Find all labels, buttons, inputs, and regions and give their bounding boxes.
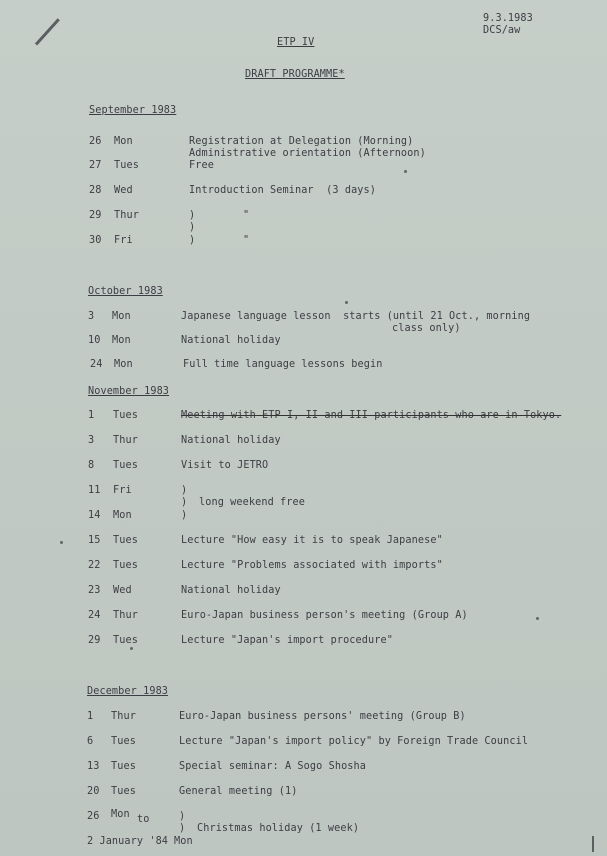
entry-day: 26: [89, 136, 102, 147]
entry-day: 27: [89, 160, 102, 171]
document-title: ETP IV: [277, 37, 315, 48]
entry-day: 6: [87, 736, 94, 747]
bracket-mark: ): [189, 210, 196, 221]
ditto-mark: ": [243, 235, 250, 246]
bracket-mark: ): [181, 510, 188, 521]
entry-weekday: Fri: [114, 235, 133, 246]
entry-day: 14: [88, 510, 101, 521]
struck-entry-description: Meeting with ETP I, II and III participants who are in Tokyo.: [181, 410, 562, 421]
bracket-mark: ): [181, 497, 188, 508]
edge-mark: [592, 836, 594, 852]
entry-day: 11: [88, 485, 101, 496]
speck: [130, 647, 133, 650]
entry-day: 1: [87, 711, 94, 722]
entry-day: 13: [87, 761, 100, 772]
section-heading-november: November 1983: [88, 386, 170, 397]
entry-day: 3: [88, 435, 95, 446]
entry-day: 1: [88, 410, 95, 421]
entry-description: National holiday: [181, 335, 281, 346]
entry-day: 30: [89, 235, 102, 246]
entry-weekday: Mon: [114, 359, 133, 370]
entry-weekday: Tues: [111, 786, 136, 797]
entry-day: 29: [89, 210, 102, 221]
document-date: 9.3.1983: [483, 13, 533, 24]
entry-weekday: Tues: [111, 736, 136, 747]
entry-weekday: Thur: [111, 711, 136, 722]
entry-description: Full time language lessons begin: [183, 359, 383, 370]
document-subtitle: DRAFT PROGRAMME*: [245, 69, 345, 80]
entry-description: Registration at Delegation (Morning): [189, 136, 414, 147]
entry-weekday: Thur: [113, 435, 138, 446]
entry-description: General meeting (1): [179, 786, 298, 797]
entry-weekday: Thur: [114, 210, 139, 221]
entry-day: 26: [87, 811, 100, 822]
entry-weekday: Thur: [113, 610, 138, 621]
entry-weekday: Mon: [113, 510, 132, 521]
entry-day: 29: [88, 635, 101, 646]
speck: [60, 541, 63, 544]
entry-description: Free: [189, 160, 214, 171]
entry-description: Christmas holiday (1 week): [197, 823, 360, 834]
entry-weekday: Wed: [114, 185, 133, 196]
entry-day: 28: [89, 185, 102, 196]
entry-description: Euro-Japan business persons' meeting (Group B): [179, 711, 466, 722]
entry-day: 10: [88, 335, 101, 346]
ditto-mark: ": [243, 210, 250, 221]
reference-code: DCS/aw: [483, 25, 521, 36]
entry-weekday: Fri: [113, 485, 132, 496]
entry-weekday: Tues: [111, 761, 136, 772]
entry-weekday: Mon: [112, 335, 131, 346]
entry-description: Euro-Japan business person's meeting (Group A): [181, 610, 468, 621]
entry-day: 22: [88, 560, 101, 571]
entry-description: Lecture "Japan's import procedure": [181, 635, 393, 646]
entry-description: National holiday: [181, 435, 281, 446]
bracket-mark: ): [189, 222, 196, 233]
entry-description: class only): [392, 323, 461, 334]
entry-day: 8: [88, 460, 95, 471]
entry-day: 24: [88, 610, 101, 621]
section-heading-october: October 1983: [88, 286, 163, 297]
section-heading-september: September 1983: [89, 105, 177, 116]
entry-description: Japanese language lesson starts (until 21 Oct., morning: [181, 311, 531, 322]
entry-day: 3: [88, 311, 95, 322]
entry-description: Special seminar: A Sogo Shosha: [179, 761, 367, 772]
bracket-mark: ): [179, 823, 186, 834]
entry-weekday: Tues: [113, 460, 138, 471]
entry-description: Introduction Seminar (3 days): [189, 185, 377, 196]
entry-weekday: Tues: [113, 560, 138, 571]
entry-description: Visit to JETRO: [181, 460, 269, 471]
bracket-mark: ): [181, 485, 188, 496]
entry-description: long weekend free: [199, 497, 305, 508]
entry-day: 20: [87, 786, 100, 797]
entry-weekday: Mon: [112, 311, 131, 322]
entry-description: Administrative orientation (Afternoon): [189, 148, 426, 159]
entry-description: Lecture "Problems associated with imports": [181, 560, 443, 571]
entry-weekday: Mon: [111, 809, 130, 820]
section-heading-december: December 1983: [87, 686, 169, 697]
entry-description: National holiday: [181, 585, 281, 596]
entry-weekday: Wed: [113, 585, 132, 596]
entry-weekday: Mon: [174, 836, 193, 847]
bracket-mark: ): [189, 235, 196, 246]
speck: [345, 301, 348, 304]
entry-weekday: Tues: [113, 635, 138, 646]
bracket-mark: ): [179, 811, 186, 822]
entry-weekday: Tues: [113, 410, 138, 421]
entry-day: 2 January '84: [87, 836, 169, 847]
speck: [536, 617, 539, 620]
entry-weekday: Tues: [113, 535, 138, 546]
entry-description: Lecture "Japan's import policy" by Foreign Trade Council: [179, 736, 529, 747]
entry-weekday: Tues: [114, 160, 139, 171]
entry-day: 24: [90, 359, 103, 370]
entry-weekday: Mon: [114, 136, 133, 147]
entry-day: 23: [88, 585, 101, 596]
entry-description: to: [137, 814, 150, 825]
entry-day: 15: [88, 535, 101, 546]
pencil-mark: [35, 18, 60, 45]
entry-description: Lecture "How easy it is to speak Japanese": [181, 535, 443, 546]
speck: [404, 170, 407, 173]
